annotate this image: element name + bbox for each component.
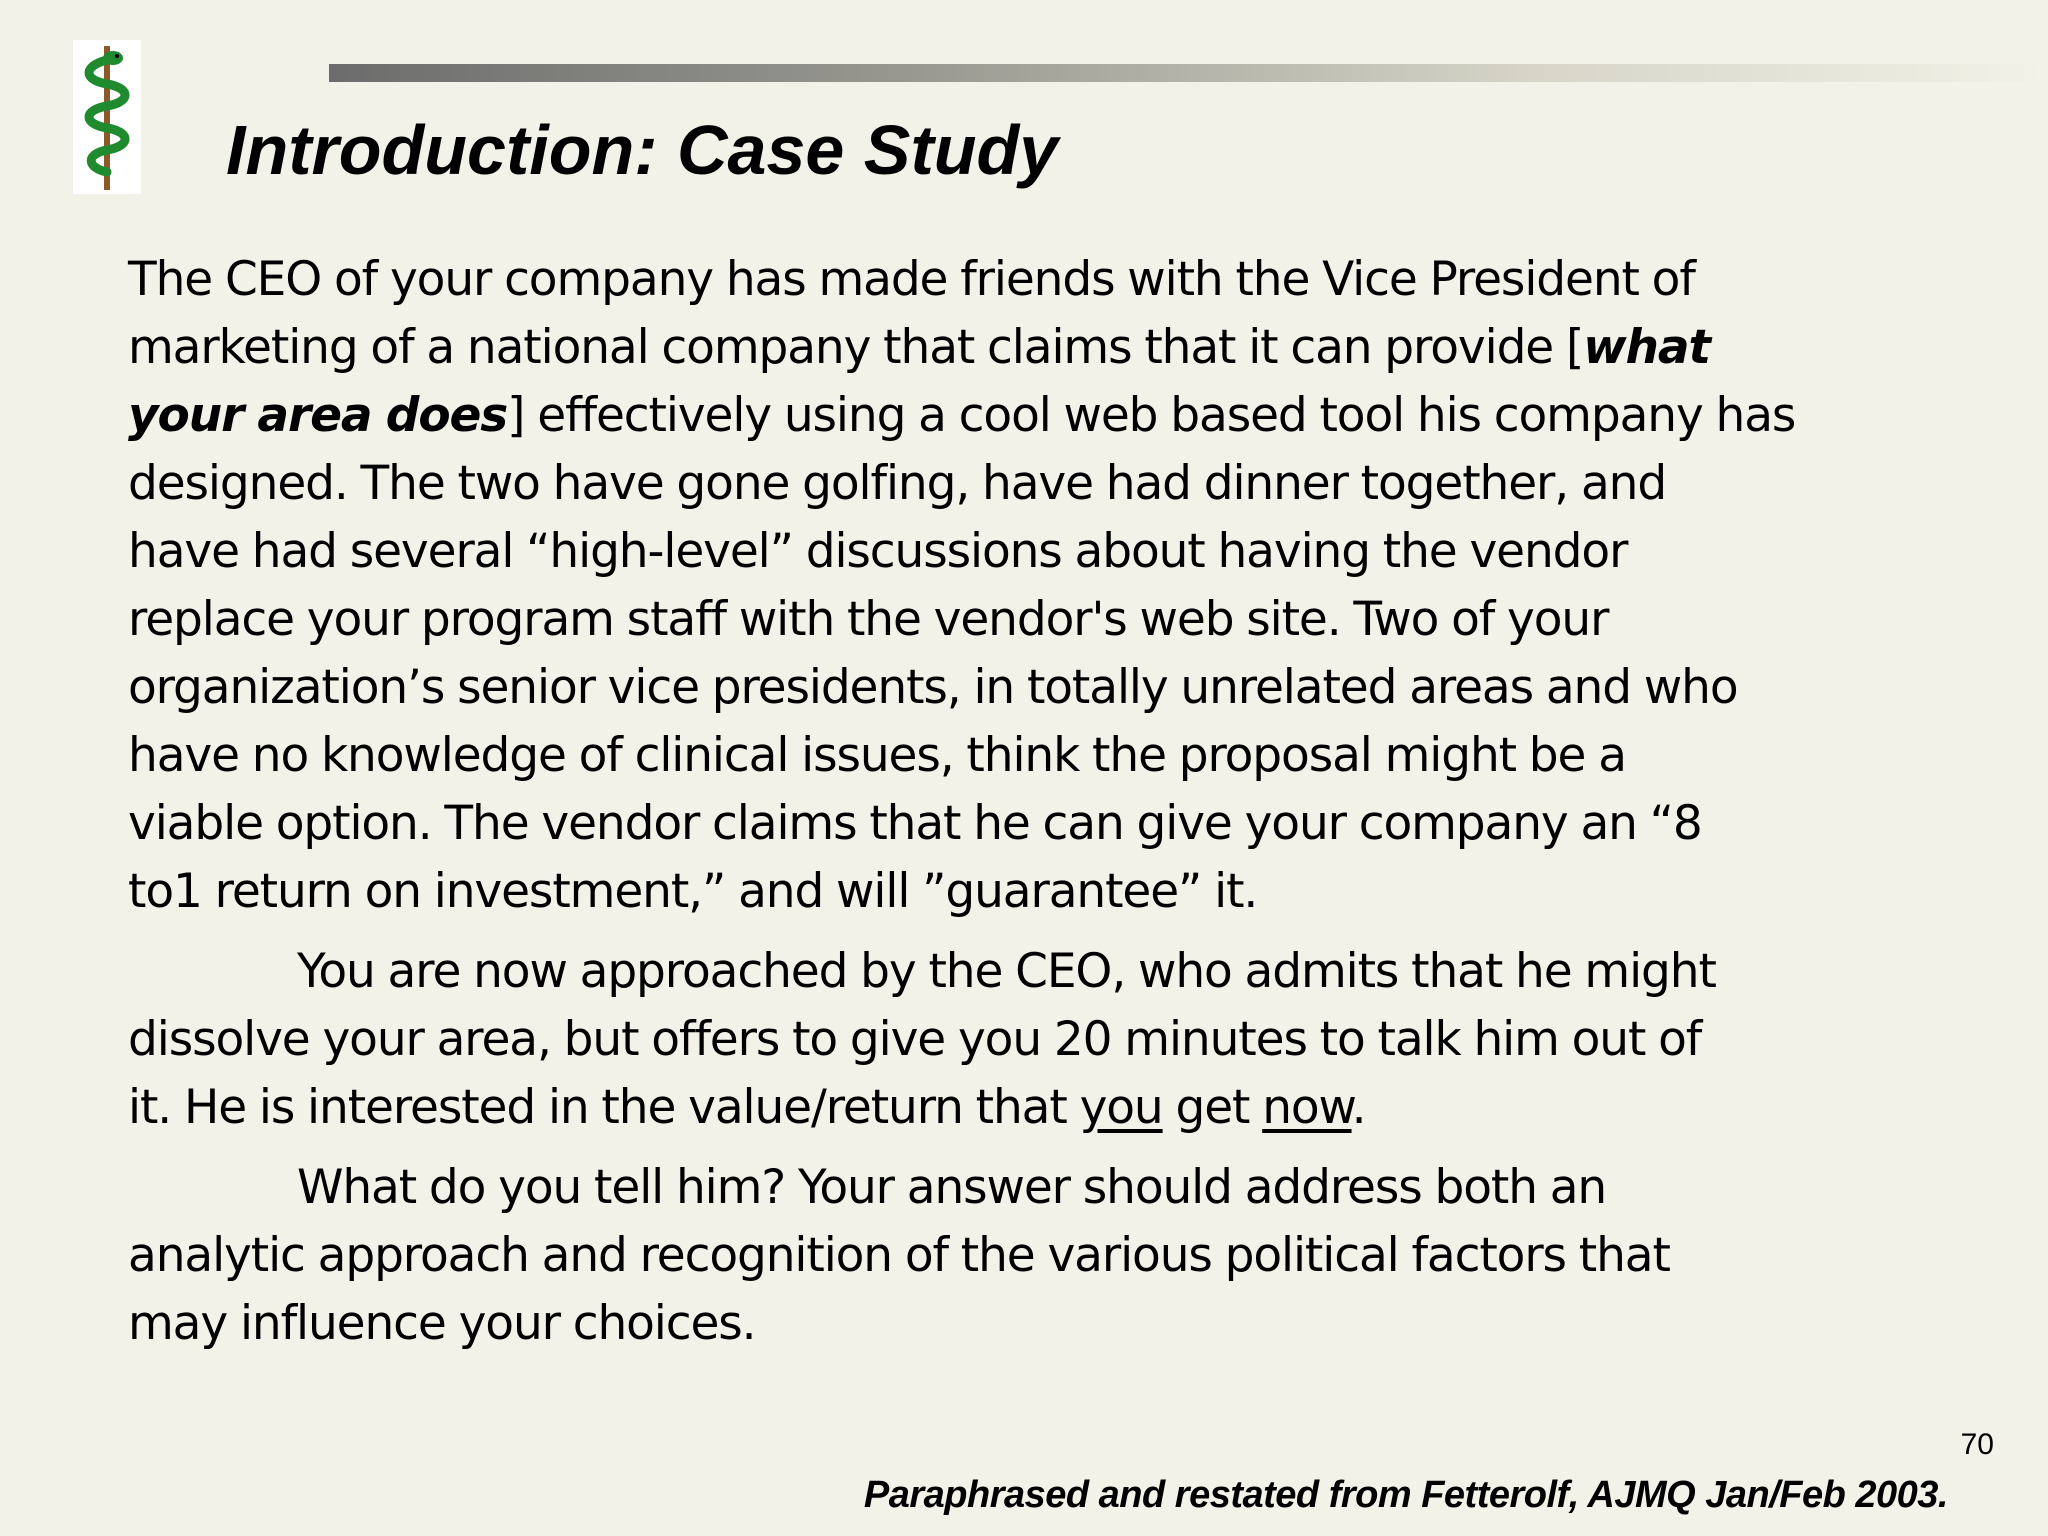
paragraph-1-line-8: have no knowledge of clinical issues, think the proposal might be a [128,728,1626,783]
paragraph-2-line-1: You are now approached by the CEO, who admits that he might [297,944,1716,999]
page-number: 70 [1960,1428,1994,1461]
paragraph-1-line-1: The CEO of your company has made friends with the Vice President of [128,252,1695,307]
citation: Paraphrased and restated from Fetterolf, AJMQ Jan/Feb 2003. [863,1474,1948,1516]
underlined-now: now [1262,1080,1352,1135]
emphasis-your-area-does: your area does [128,388,508,443]
paragraph-1-line-4: designed. The two have gone golfing, have had dinner together, and [128,456,1667,511]
paragraph-1-line-7: organization’s senior vice presidents, in totally unrelated areas and who [128,660,1738,715]
emphasis-what: what [1583,320,1710,375]
case-study-text [128,246,1988,1358]
paragraph-3-line-1: What do you tell him? Your answer should address both an [297,1160,1607,1215]
underlined-you: you [1079,1080,1163,1135]
paragraph-1-line-3: your area does] effectively using a cool web based tool his company has [128,388,1796,443]
slide-title: Introduction: Case Study [226,111,1059,189]
paragraph-1-line-5: have had several “high-level” discussions about having the vendor [128,524,1628,579]
paragraph-2-line-3: it. He is interested in the value/return that you get now. [128,1080,1366,1135]
logo [73,40,141,194]
paragraph-1-line-9: viable option. The vendor claims that he can give your company an “8 [128,796,1702,851]
rod-of-asclepius-icon [73,40,141,194]
paragraph-1-line-2: marketing of a national company that claims that it can provide [what [128,320,1710,375]
title-underline-bar [329,64,2048,82]
paragraph-1-line-6: replace your program staff with the vendor's web site. Two of your [128,592,1609,647]
paragraph-3-line-2: analytic approach and recognition of the various political factors that [128,1228,1670,1283]
paragraph-3-line-3: may influence your choices. [128,1296,756,1351]
paragraph-2-line-2: dissolve your area, but offers to give you 20 minutes to talk him out of [128,1012,1702,1067]
paragraph-1-line-10: to1 return on investment,” and will ”guarantee” it. [128,864,1258,919]
